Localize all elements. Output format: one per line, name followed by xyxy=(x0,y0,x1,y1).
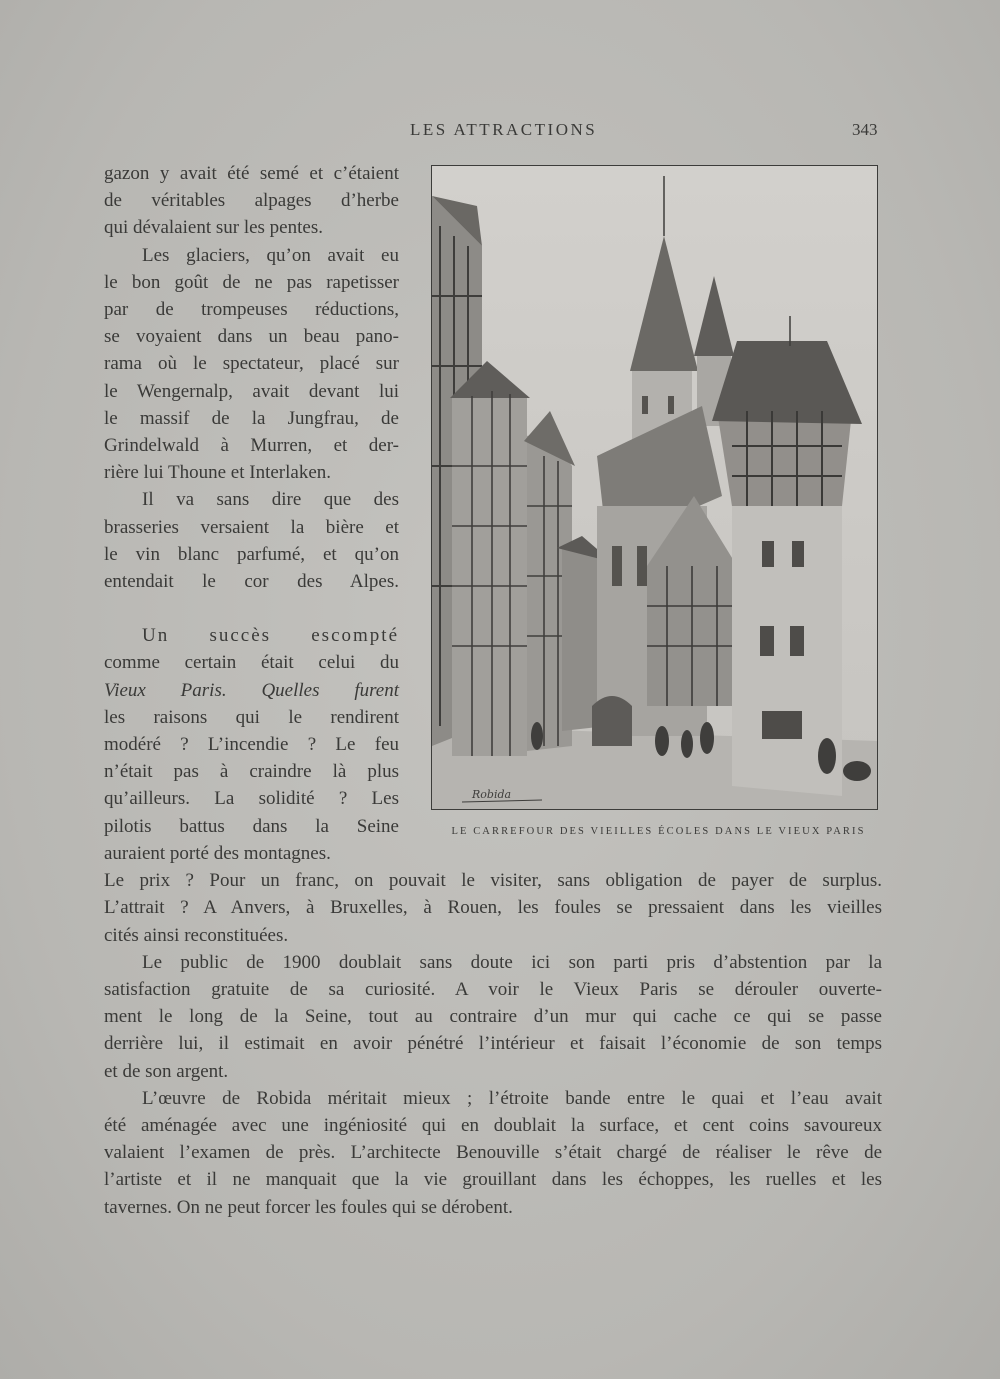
text-line: Un succès escompté xyxy=(142,625,399,647)
text-line: Le public de 1900 doublait sans doute ici son parti pris d’abstention par la xyxy=(142,951,882,973)
text-line: gazon y avait été semé et c’étaient xyxy=(104,163,399,184)
text-line: qui dévalaient sur les pentes. xyxy=(104,217,323,239)
text-line: se voyaient dans un beau pano- xyxy=(104,326,399,348)
text-line: par de trompeuses réductions, xyxy=(104,299,399,321)
text-line: tavernes. On ne peut forcer les foules qui se dérobent. xyxy=(104,1196,513,1218)
text-line: le massif de la Jungfrau, de xyxy=(104,407,399,429)
text-line: brasseries versaient la bière et xyxy=(104,516,399,538)
text-line: valaient l’examen de près. L’architecte Benouville s’était chargé de réaliser le rêve de xyxy=(104,1142,882,1164)
text-line: pilotis battus dans la Seine xyxy=(104,815,399,837)
text-line: cités ainsi reconstituées. xyxy=(104,924,289,946)
running-title: LES ATTRACTIONS xyxy=(410,120,598,139)
text-line: le Wengernalp, avait devant lui xyxy=(104,380,399,402)
text-line: derrière lui, il estimait en avoir pénétré l’intérieur et faisait l’économie de son temps xyxy=(104,1033,882,1055)
page-number: 343 xyxy=(852,120,878,139)
text-line: n’était pas à craindre là plus xyxy=(104,761,399,783)
text-line: l’artiste et il ne manquait que la vie grouillant dans les échoppes, les ruelles et les xyxy=(104,1169,882,1191)
text-line: de véritables alpages d’herbe xyxy=(104,190,399,212)
artist-signature: Robida xyxy=(472,788,512,801)
figure-caption: LE CARREFOUR DES VIEILLES ÉCOLES DANS LE VIEUX PARIS xyxy=(451,826,866,837)
text-line: ment le long de la Seine, tout au contraire d’un mur qui cache ce qui se passe xyxy=(104,1006,882,1028)
running-head xyxy=(0,120,1000,144)
text-line: le bon goût de ne pas rapetisser xyxy=(104,271,399,293)
text-line: été aménagée avec une ingéniosité qui en doublait la surface, et cent coins savoureux xyxy=(104,1115,882,1137)
text-line: L’attrait ? A Anvers, à Bruxelles, à Rouen, les foules se pressaient dans les vieilles xyxy=(104,897,882,919)
text-line: rière lui Thoune et Interlaken. xyxy=(104,462,332,484)
text-line: modéré ? L’incendie ? Le feu xyxy=(104,734,399,756)
text-line: satisfaction gratuite de sa curiosité. A voir le Vieux Paris se dérouler ouverte- xyxy=(104,979,882,1001)
text-line: qu’ailleurs. La solidité ? Les xyxy=(104,788,399,810)
text-line: entendait le cor des Alpes. xyxy=(104,571,399,593)
left-column-text xyxy=(104,160,399,840)
text-line: Il va sans dire que des xyxy=(142,489,399,511)
text-line: et de son argent. xyxy=(104,1060,229,1082)
full-width-text xyxy=(104,840,882,1221)
text-line: le vin blanc parfumé, et qu’on xyxy=(104,543,399,565)
text-line: comme certain était celui du xyxy=(104,652,399,674)
street-illustration xyxy=(431,165,878,810)
text-line: L’œuvre de Robida méritait mieux ; l’étroite bande entre le quai et l’eau avait xyxy=(142,1087,882,1109)
text-line: auraient porté des montagnes. xyxy=(104,843,331,864)
text-line: Grindelwald à Murren, et der- xyxy=(104,435,399,457)
old-paris-street-drawing xyxy=(432,166,877,809)
text-line: Vieux Paris. Quelles furent xyxy=(104,679,399,701)
text-line: rama où le spectateur, placé sur xyxy=(104,353,399,375)
text-line: Les glaciers, qu’on avait eu xyxy=(142,244,399,266)
text-line: les raisons qui le rendirent xyxy=(104,706,399,728)
text-line: Le prix ? Pour un franc, on pouvait le visiter, sans obligation de payer de surplus. xyxy=(104,870,882,892)
